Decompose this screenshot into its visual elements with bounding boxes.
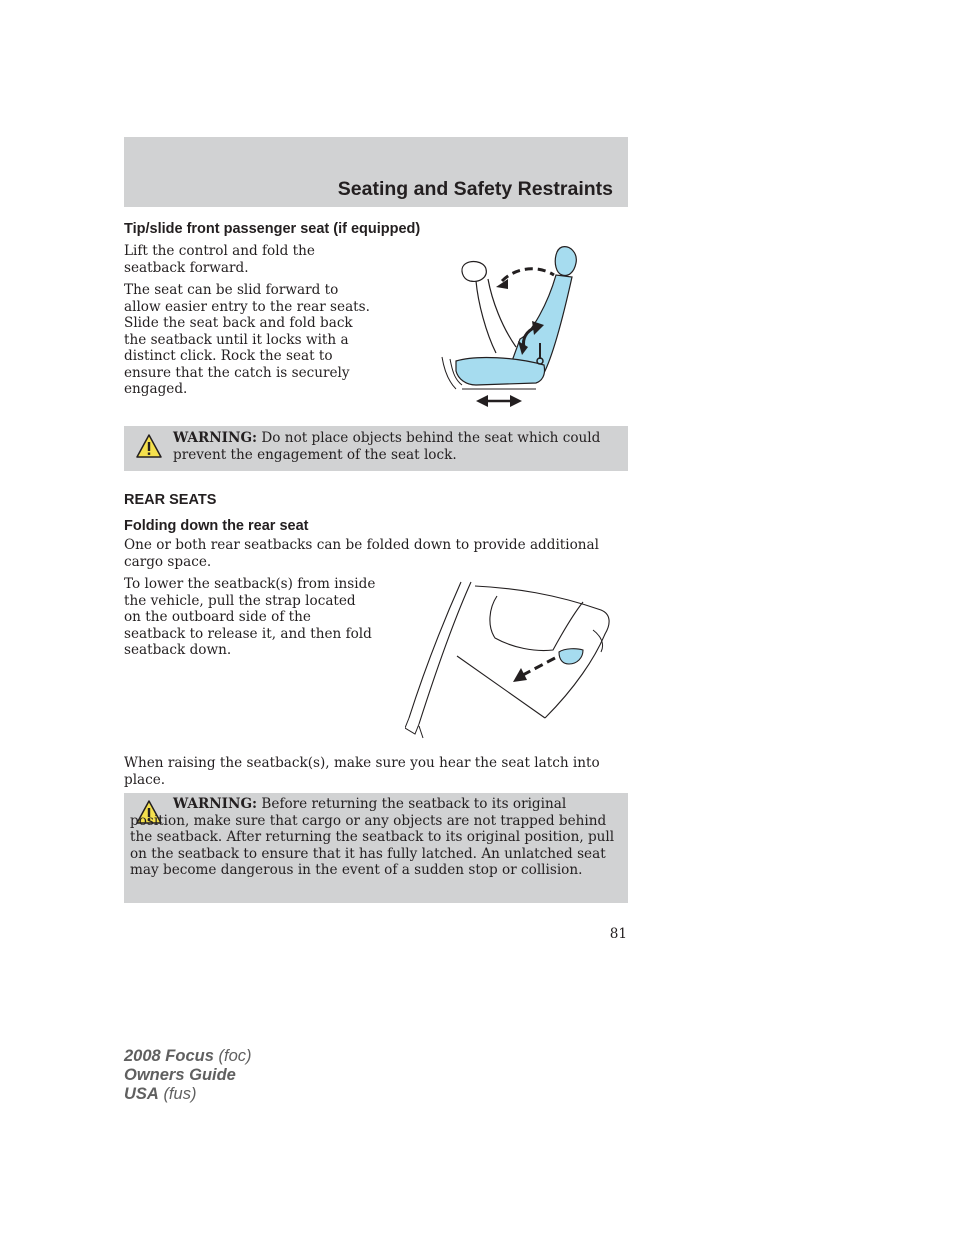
paragraph-slide-seat: The seat can be slid forward to allow easier entry to the rear seats. Slide the seat back and fold back the seatback until it locks with a distinct click. Rock the seat to ensure that the catch is securely engaged. — [124, 282, 370, 397]
warning-body: Before returning the seatback to its original position, make sure that cargo or any objects are not trapped behind the seatback. After returning the seatback to its original position, pull on the seatback to ensure that it has fully latched. An unlatched seat may become dangerous in the event of a sudden stop or collision. — [130, 796, 615, 878]
footer-line-model — [124, 1047, 251, 1066]
header-band — [124, 137, 628, 207]
warning-text-trapped-objects — [130, 796, 624, 879]
warning-box-trapped-objects — [124, 793, 628, 903]
warning-triangle-icon — [135, 433, 163, 463]
subheading-folding-rear-seat: Folding down the rear seat — [124, 518, 309, 534]
footer-line-guide — [124, 1066, 251, 1085]
footer-market: USA — [124, 1085, 159, 1103]
footer-model: 2008 Focus — [124, 1047, 214, 1065]
section-heading-rear-seats: REAR SEATS — [124, 492, 217, 508]
paragraph-lift-control: Lift the control and fold the seatback forward. — [124, 243, 315, 276]
footer-guide: Owners Guide — [124, 1066, 236, 1084]
footer-line-market — [124, 1085, 251, 1104]
page-number: 81 — [609, 926, 627, 942]
paragraph-lower-seatback: To lower the seatback(s) from inside the vehicle, pull the strap located on the outboard side of the seatback to release it, and then fold seatback down. — [124, 576, 376, 658]
page-title: Seating and Safety Restraints — [337, 178, 613, 200]
paragraph-rear-seatbacks: One or both rear seatbacks can be folded down to provide additional cargo space. — [124, 537, 599, 570]
warning-text-seat-lock — [173, 430, 618, 463]
warning-body: Do not place objects behind the seat which could prevent the engagement of the seat lock. — [173, 430, 601, 463]
section-heading-tip-slide: Tip/slide front passenger seat (if equipped) — [124, 221, 421, 237]
footer-market-code: (fus) — [163, 1085, 197, 1103]
footer-document-info — [124, 1047, 251, 1104]
warning-box-seat-lock — [124, 426, 628, 471]
warning-label: WARNING: — [173, 796, 258, 812]
front-seat-tip-slide-illustration — [436, 243, 586, 409]
warning-label: WARNING: — [173, 430, 258, 446]
rear-seatback-strap-illustration — [405, 578, 615, 740]
paragraph-raising-seatback: When raising the seatback(s), make sure you hear the seat latch into place. — [124, 755, 600, 788]
footer-model-code: (foc) — [218, 1047, 252, 1065]
